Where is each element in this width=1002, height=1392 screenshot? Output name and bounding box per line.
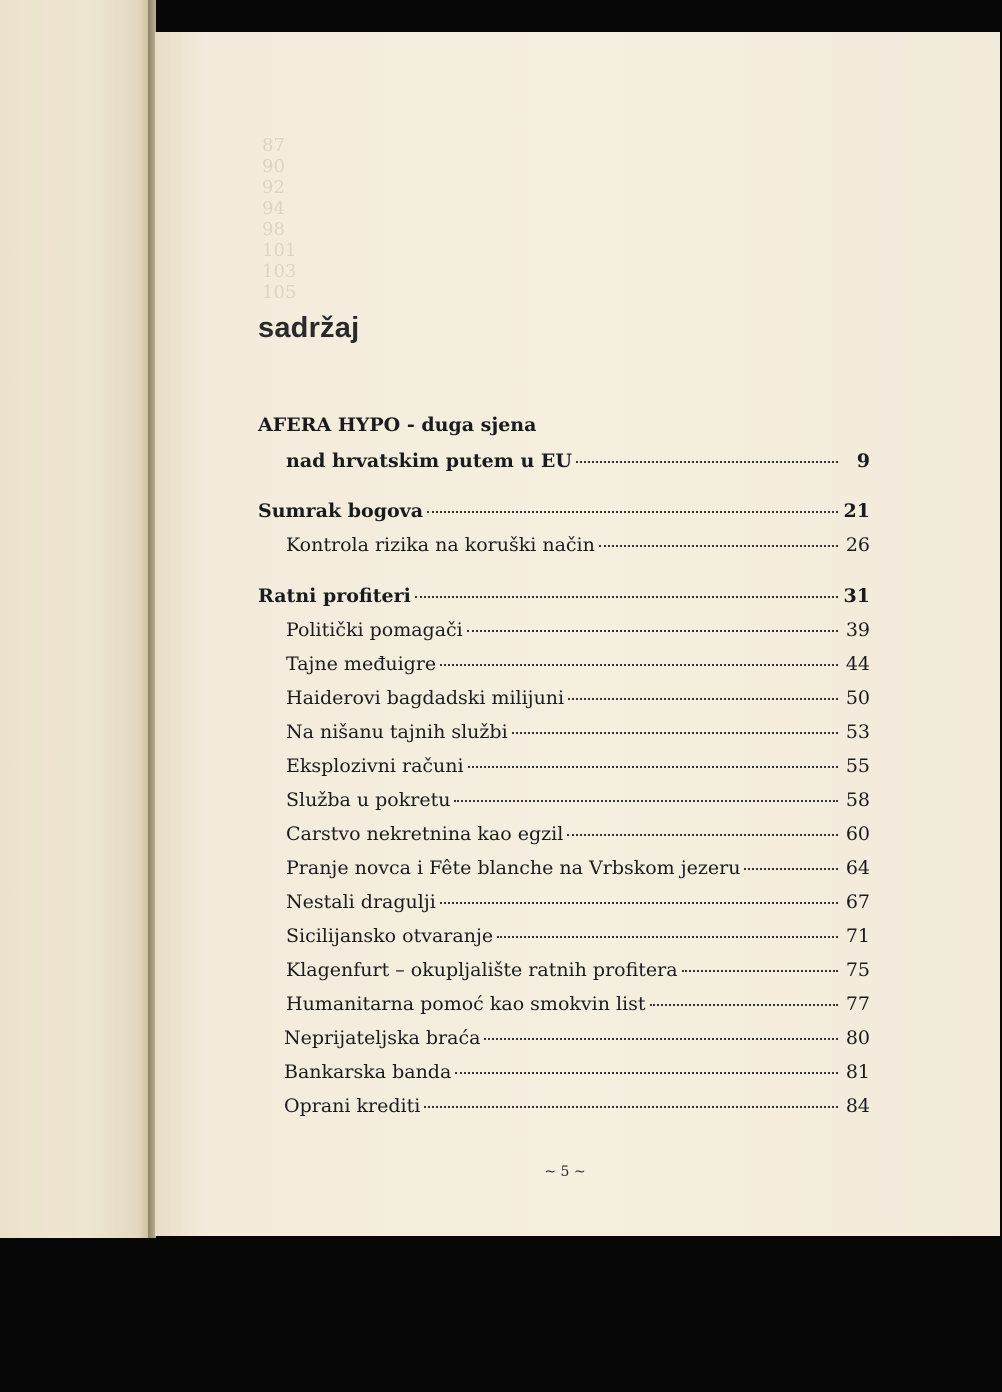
- toc-entry-humanitarna-pomoc: [286, 993, 870, 1015]
- toc-entry-text: Kontrola rizika na koruški način: [286, 534, 595, 556]
- dot-leader: [497, 936, 838, 938]
- toc-entry-politicki-pomagaci: [286, 619, 870, 641]
- dot-leader: [467, 630, 838, 632]
- show-through-text: 87 90 92 94 98 101 103 105: [262, 135, 297, 303]
- toc-entry-page: 55: [845, 755, 870, 777]
- dot-leader: [599, 545, 838, 547]
- left-page: [0, 0, 150, 1238]
- toc-entry-text: Na nišanu tajnih službi: [286, 721, 508, 743]
- toc-entry-page: 75: [845, 959, 870, 981]
- toc-entry-haiderovi-milijuni: [286, 687, 870, 709]
- toc-entry-page: 77: [845, 993, 870, 1015]
- toc-heading-afera-hypo-line1: AFERA HYPO - duga sjena: [258, 414, 537, 436]
- dot-leader: [567, 834, 838, 836]
- toc-entry-text: Nestali dragulji: [286, 891, 436, 913]
- dot-leader: [424, 1106, 838, 1108]
- dot-leader: [576, 461, 838, 463]
- toc-entry-text: Eksplozivni računi: [286, 755, 464, 777]
- dot-leader: [650, 1004, 838, 1006]
- toc-heading-afera-hypo-text: nad hrvatskim putem u EU: [286, 450, 572, 472]
- toc-entry-sluzba-u-pokretu: [286, 789, 870, 811]
- toc-entry-kontrola-rizika: [286, 534, 870, 556]
- toc-entry-text: Carstvo nekretnina kao egzil: [286, 823, 564, 845]
- dot-leader: [682, 970, 838, 972]
- toc-entry-na-nisanu: [286, 721, 870, 743]
- toc-entry-text: Humanitarna pomoć kao smokvin list: [286, 993, 646, 1015]
- toc-entry-eksplozivni-racuni: [286, 755, 870, 777]
- toc-entry-page: 60: [845, 823, 870, 845]
- toc-entry-tajne-meduigre: [286, 653, 870, 675]
- toc-entry-page: 44: [845, 653, 870, 675]
- toc-entry-page: 80: [845, 1027, 870, 1049]
- toc-entry-page: 71: [845, 925, 870, 947]
- toc-entry-page: 84: [845, 1095, 870, 1117]
- dot-leader: [468, 766, 838, 768]
- toc-entry-text: Služba u pokretu: [286, 789, 451, 811]
- toc-entry-text: Politički pomagači: [286, 619, 463, 641]
- toc-entry-pranje-novca: [286, 857, 870, 879]
- toc-entry-page: 39: [845, 619, 870, 641]
- toc-entry-nestali-dragulji: [286, 891, 870, 913]
- dot-leader: [427, 511, 838, 513]
- toc-entry-page: 64: [845, 857, 870, 879]
- toc-entry-text: Ratni profiteri: [258, 585, 411, 607]
- toc-entry-text: Pranje novca i Fête blanche na Vrbskom jezeru: [286, 857, 741, 879]
- toc-entry-page: 58: [845, 789, 870, 811]
- toc-entry-carstvo-nekretnina: [286, 823, 870, 845]
- dot-leader: [568, 698, 838, 700]
- toc-entry-text: Sicilijansko otvaranje: [286, 925, 494, 947]
- toc-heading-afera-hypo-line2: [286, 450, 870, 472]
- toc-heading-sumrak-bogova: [258, 500, 870, 522]
- dot-leader: [415, 596, 838, 598]
- dot-leader: [440, 664, 838, 666]
- toc-entry-bankarska-banda: [284, 1061, 870, 1083]
- toc-entry-klagenfurt: [286, 959, 870, 981]
- toc-entry-page: 53: [845, 721, 870, 743]
- toc-entry-text: Bankarska banda: [284, 1061, 452, 1083]
- toc-entry-text: Tajne međuigre: [286, 653, 437, 675]
- toc-entry-page: 21: [843, 500, 870, 522]
- toc-entry-text: Haiderovi bagdadski milijuni: [286, 687, 565, 709]
- toc-entry-text: Neprijateljska braća: [284, 1027, 481, 1049]
- toc-entry-page: 31: [843, 585, 870, 607]
- page-title: sadržaj: [258, 312, 360, 344]
- toc-entry-text: Oprani krediti: [284, 1095, 421, 1117]
- page-number: ~ 5 ~: [544, 1164, 586, 1180]
- dot-leader: [744, 868, 838, 870]
- dot-leader: [512, 732, 838, 734]
- dot-leader: [454, 800, 838, 802]
- toc-entry-oprani-krediti: [284, 1095, 870, 1117]
- toc-entry-text: Klagenfurt – okupljalište ratnih profitera: [286, 959, 678, 981]
- dot-leader: [484, 1038, 838, 1040]
- toc-entry-page: 26: [845, 534, 870, 556]
- toc-entry-sicilijansko-otvaranje: [286, 925, 870, 947]
- toc-entry-page: 67: [845, 891, 870, 913]
- toc-heading-afera-hypo-page: 9: [856, 450, 870, 472]
- toc-entry-page: 50: [845, 687, 870, 709]
- toc-entry-text: Sumrak bogova: [258, 500, 424, 522]
- toc-entry-neprijateljska-braca: [284, 1027, 870, 1049]
- dot-leader: [455, 1072, 838, 1074]
- toc-heading-ratni-profiteri: [258, 585, 870, 607]
- dot-leader: [440, 902, 838, 904]
- toc-entry-page: 81: [845, 1061, 870, 1083]
